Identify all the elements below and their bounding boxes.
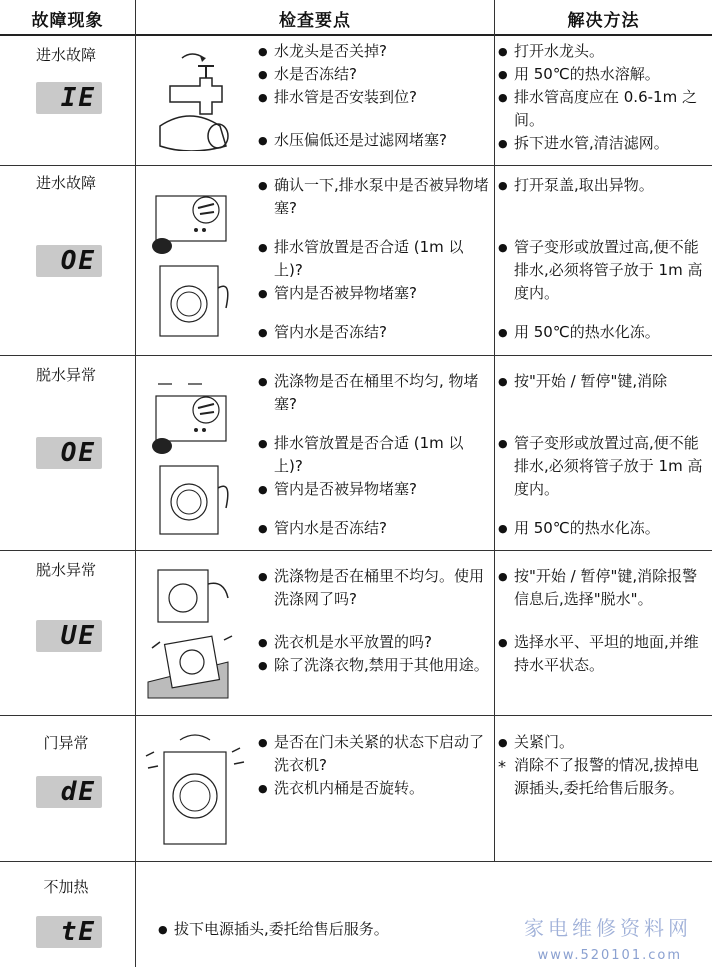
check-item: ● 洗衣机是水平放置的吗? — [258, 631, 490, 654]
fault-name: 脱水异常 — [35, 366, 96, 384]
check-item: ● 洗涤物是否在桶里不均匀。使用洗涤网了吗? — [258, 565, 490, 611]
solution-item: ● 用 50℃的热水化冻。 — [498, 321, 704, 344]
error-code-display: UE — [36, 620, 102, 652]
solution-item: ● 排水管高度应在 0.6-1m 之间。 — [498, 86, 704, 132]
error-code-display: dE — [36, 776, 102, 808]
solution-item: ● 打开水龙头。 — [498, 40, 704, 63]
fault-name: 门异常 — [43, 734, 89, 752]
solution-list — [498, 40, 704, 155]
fault-name: 脱水异常 — [35, 561, 96, 579]
fault-name: 进水故障 — [35, 46, 96, 64]
error-code-display: IE — [36, 82, 102, 114]
solution-item: ● 拔下电源插头,委托给售后服务。 — [158, 918, 488, 941]
drain-pump-illustration — [148, 370, 238, 540]
check-item: ● 洗涤物是否在桶里不均匀, 物堵塞? — [258, 370, 490, 416]
solution-item: ● 用 50℃的热水溶解。 — [498, 63, 704, 86]
solution-item: ● 按"开始 / 暂停"键,消除 — [498, 370, 704, 393]
col-divider-2 — [494, 0, 495, 862]
check-list — [258, 174, 490, 344]
header-check: 检查要点 — [279, 11, 351, 31]
door-open-washer-illustration — [144, 728, 246, 853]
error-code-display: OE — [36, 437, 102, 469]
check-item: ● 管内是否被异物堵塞? — [258, 478, 490, 501]
drain-pump-illustration — [148, 188, 238, 348]
solution-item: ● 管子变形或放置过高,便不能排水,必须将管子放于 1m 高度内。 — [498, 236, 704, 305]
col-divider-1 — [135, 0, 136, 967]
solution-item: ● 选择水平、平坦的地面,并维持水平状态。 — [498, 631, 704, 677]
check-item: ● 除了洗涤衣物,禁用于其他用途。 — [258, 654, 490, 677]
check-item: ● 水压偏低还是过滤网堵塞? — [258, 129, 490, 152]
faucet-illustration — [150, 46, 240, 151]
solution-list — [498, 370, 704, 540]
row-divider-4 — [0, 715, 712, 716]
solution-note: * 消除不了报警的情况,拔掉电源插头,委托给售后服务。 — [498, 754, 704, 800]
check-list — [258, 370, 490, 540]
check-item: ● 管内水是否冻结? — [258, 321, 490, 344]
table-header — [0, 0, 712, 36]
error-code-display: OE — [36, 245, 102, 277]
check-list — [258, 731, 490, 800]
check-item: ● 洗衣机内桶是否旋转。 — [258, 777, 490, 800]
header-fault: 故障现象 — [31, 11, 104, 31]
solution-item: ● 按"开始 / 暂停"键,消除报警信息后,选择"脱水"。 — [498, 565, 704, 611]
solution-item: ● 用 50℃的热水化冻。 — [498, 517, 704, 540]
check-item: ● 水龙头是否关掉? — [258, 40, 490, 63]
fault-name: 不加热 — [43, 878, 89, 896]
unbalanced-washer-illustration — [146, 562, 238, 707]
solution-item: ● 拆下进水管,清洁滤网。 — [498, 132, 704, 155]
row-divider-1 — [0, 165, 712, 166]
row-divider-5 — [0, 861, 712, 862]
check-item: ● 排水管是否安装到位? — [258, 86, 490, 109]
check-item: ● 管内是否被异物堵塞? — [258, 282, 490, 305]
check-item: ● 排水管放置是否合适 (1m 以上)? — [258, 236, 490, 282]
solution-list — [498, 731, 704, 800]
watermark-url: www.520101.com — [537, 948, 682, 963]
solution-item: ● 打开泵盖,取出异物。 — [498, 174, 704, 197]
solution-item: ● 关紧门。 — [498, 731, 704, 754]
error-code-display: tE — [36, 916, 102, 948]
check-item: ● 确认一下,排水泵中是否被异物堵塞? — [258, 174, 490, 220]
row-divider-3 — [0, 550, 712, 551]
header-solution: 解决方法 — [567, 11, 640, 31]
solution-list — [158, 918, 488, 941]
solution-item: ● 管子变形或放置过高,便不能排水,必须将管子放于 1m 高度内。 — [498, 432, 704, 501]
watermark-text: 家电维修资料网 — [524, 916, 692, 940]
check-item: ● 管内水是否冻结? — [258, 517, 490, 540]
check-item: ● 排水管放置是否合适 (1m 以上)? — [258, 432, 490, 478]
check-item: ● 水是否冻结? — [258, 63, 490, 86]
fault-name: 进水故障 — [35, 174, 96, 192]
row-divider-2 — [0, 355, 712, 356]
solution-list — [498, 174, 704, 344]
check-item: ● 是否在门未关紧的状态下启动了洗衣机? — [258, 731, 490, 777]
solution-list — [498, 565, 704, 677]
check-list — [258, 40, 490, 152]
check-list — [258, 565, 490, 677]
